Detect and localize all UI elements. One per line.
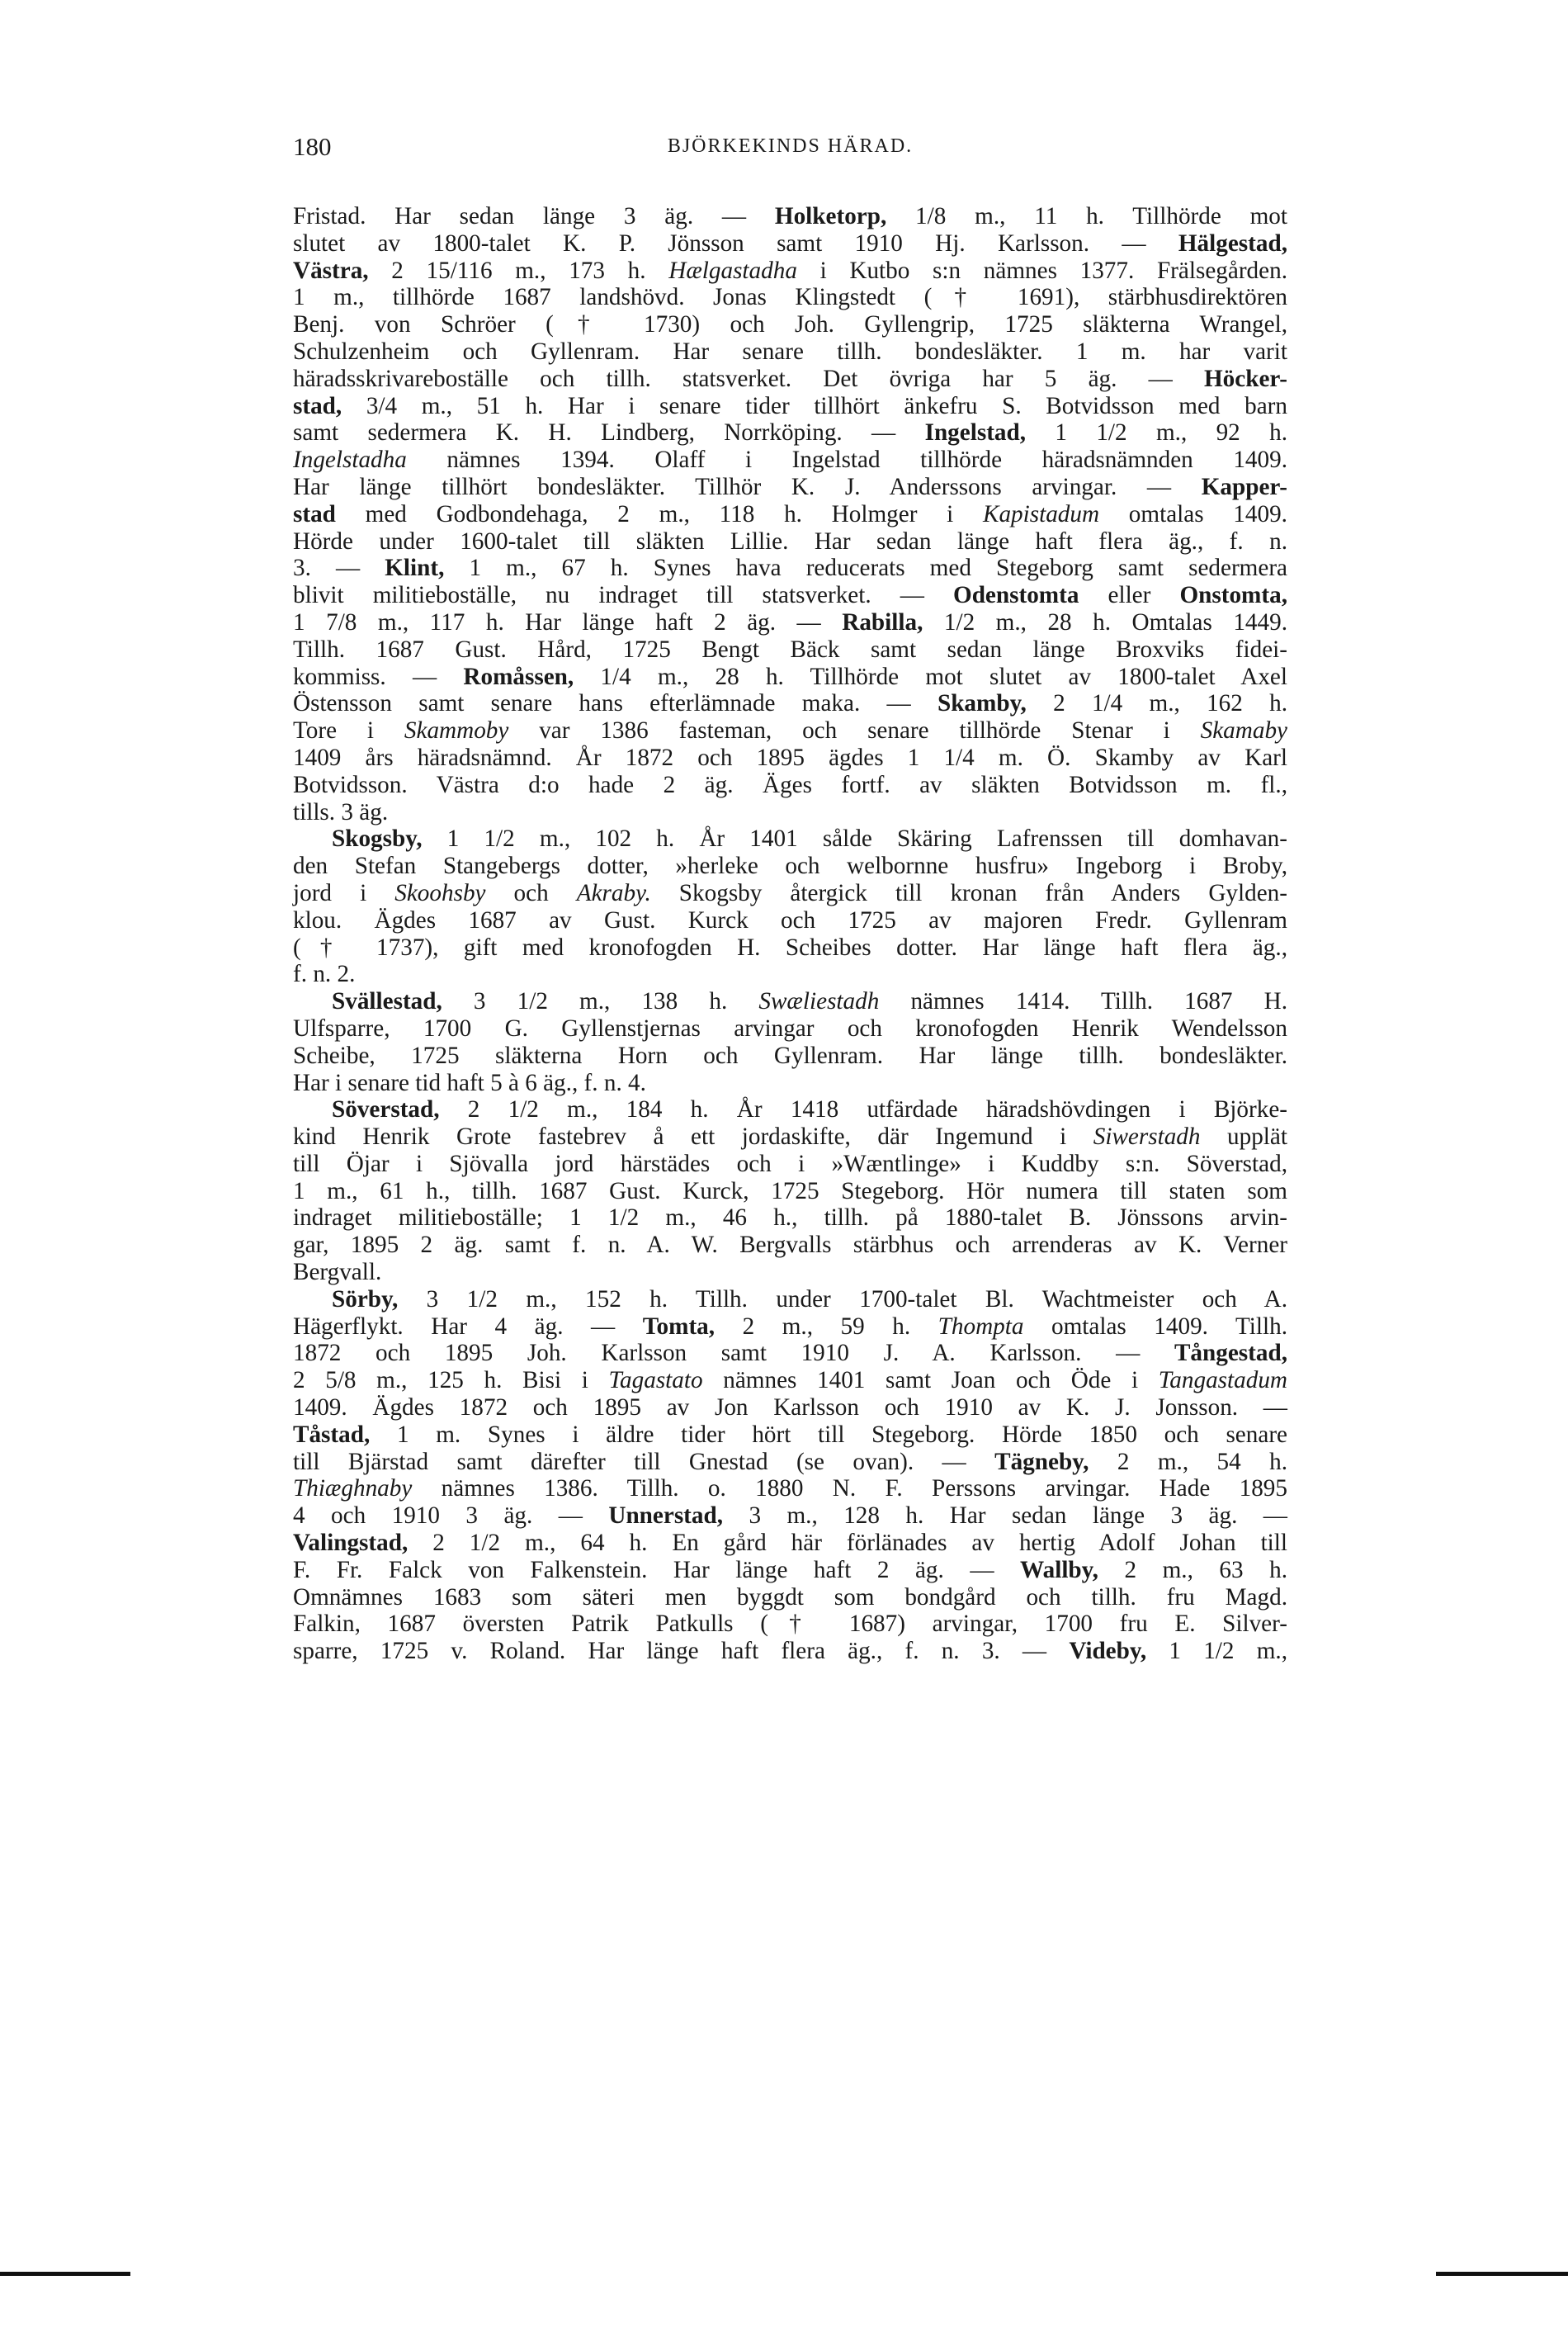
text-segment: kind Henrik Grote fastebrev å ett jordaskifte, där Ingemund i: [293, 1123, 1093, 1151]
place-name: Skamby,: [937, 690, 1027, 717]
text-segment: eller: [1079, 582, 1180, 609]
text-line: [293, 1611, 1287, 1638]
text-segment: Scheibe, 1725 släkterna Horn och Gyllenram. Har länge tillh. bondesläkter.: [293, 1042, 1287, 1069]
text-segment: 1 m., 61 h., tillh. 1687 Gust. Kurck, 1725 Stegeborg. Hör numera till staten som: [293, 1177, 1287, 1204]
text-line: [293, 961, 1287, 988]
text-line: [293, 1015, 1287, 1043]
historical-spelling: Tagastato: [608, 1367, 703, 1394]
text-segment: 1409. Ägdes 1872 och 1895 av Jon Karlsson och 1910 av K. J. Jonsson. —: [293, 1394, 1287, 1421]
text-line: [293, 1123, 1287, 1151]
place-name: Tägneby,: [994, 1448, 1089, 1475]
text-segment: Omnämnes 1683 som säteri men byggdt som bondgård och tillh. fru Magd.: [293, 1583, 1287, 1611]
body-text: [293, 203, 1287, 1665]
text-segment: Bergvall.: [293, 1259, 382, 1286]
place-name: Romåssen,: [463, 663, 574, 690]
text-line: [293, 1557, 1287, 1584]
place-name: Tångestad,: [1174, 1340, 1287, 1367]
place-name: Tåstad,: [293, 1421, 371, 1448]
text-segment: F. Fr. Falck von Falkenstein. Har länge haft 2 äg. —: [293, 1556, 1021, 1583]
text-segment: 2 1/4 m., 162 h.: [1026, 690, 1287, 717]
place-name: Svällestad,: [332, 988, 442, 1015]
place-name: Rabilla,: [842, 608, 923, 636]
text-segment: Hörde under 1600-talet till släkten Lillie. Har sedan länge haft flera äg., f. n.: [293, 527, 1287, 555]
text-segment: Ulfsparre, 1700 G. Gyllenstjernas arvingar och kronofogden Henrik Wendelsson: [293, 1015, 1287, 1042]
text-line: [293, 474, 1287, 501]
text-segment: 2 m., 54 h.: [1089, 1448, 1287, 1475]
text-segment: 2 1/2 m., 64 h. En gård här förlänades av hertig Adolf Johan till: [408, 1530, 1287, 1557]
text-segment: nämnes 1386. Tillh. o. 1880 N. F. Perssons arvingar. Hade 1895: [412, 1475, 1287, 1502]
text-segment: Tore i: [293, 717, 404, 745]
place-name: Onstomta,: [1179, 582, 1287, 609]
text-segment: den Stefan Stangebergs dotter, »herleke och welbornne husfru» Ingeborg i Broby,: [293, 853, 1287, 880]
text-segment: till Öjar i Sjövalla jord härstädes och i »Wæntlinge» i Kuddby s:n. Söverstad,: [293, 1150, 1287, 1177]
historical-spelling: Swæliestadh: [758, 988, 880, 1015]
text-line: [293, 230, 1287, 258]
text-segment: Botvidsson. Västra d:o hade 2 äg. Äges fortf. av släkten Botvidsson m. fl.,: [293, 771, 1287, 798]
text-segment: till Bjärstad samt därefter till Gnestad (se ovan). —: [293, 1448, 995, 1475]
text-line: [293, 1367, 1287, 1394]
text-segment: gar, 1895 2 äg. samt f. n. A. W. Bergvalls stärbhus och arrenderas av K. Verner: [293, 1232, 1287, 1259]
text-segment: tills. 3 äg.: [293, 798, 389, 825]
place-name: Kapper-: [1201, 473, 1287, 500]
text-segment: Hägerflykt. Har 4 äg. —: [293, 1313, 643, 1340]
text-segment: 1/2 m., 28 h. Omtalas 1449.: [923, 608, 1287, 636]
historical-spelling: Thiæghnaby: [293, 1475, 413, 1502]
place-name: Söverstad,: [332, 1096, 440, 1123]
place-name: Unnerstad,: [608, 1502, 724, 1530]
text-line: [293, 1449, 1287, 1476]
bottom-right-rule: [1436, 2272, 1568, 2276]
historical-spelling: Ingelstadha: [293, 447, 407, 474]
text-segment: 3. —: [293, 555, 385, 582]
text-segment: i Kutbo s:n nämnes 1377. Frälsegården.: [796, 257, 1287, 284]
text-segment: sparre, 1725 v. Roland. Har länge haft flera äg., f. n. 3. —: [293, 1638, 1070, 1665]
place-name: Klint,: [385, 555, 445, 582]
place-name: Hälgestad,: [1178, 229, 1287, 257]
text-line: [293, 636, 1287, 664]
text-line: [293, 1178, 1287, 1205]
text-line: [293, 799, 1287, 826]
place-name: Holketorp,: [774, 203, 887, 229]
text-line: [293, 338, 1287, 366]
text-segment: 1 m., tillhörde 1687 landshövd. Jonas Klingstedt († 1691), stärbhusdirektören: [293, 284, 1287, 311]
place-name: Västra,: [293, 257, 369, 284]
text-segment: 2 m., 59 h.: [715, 1313, 938, 1340]
text-segment: nämnes 1414. Tillh. 1687 H.: [879, 988, 1287, 1015]
text-line: [293, 1421, 1287, 1449]
text-segment: slutet av 1800-talet K. P. Jönsson samt 1910 Hj. Karlsson. —: [293, 229, 1178, 257]
place-name: Tomta,: [642, 1313, 716, 1340]
historical-spelling: Siwerstadh: [1093, 1123, 1201, 1151]
text-segment: häradsskrivareboställe och tillh. statsverket. Det övriga har 5 äg. —: [293, 365, 1204, 392]
text-line: [293, 745, 1287, 772]
text-line: [293, 555, 1287, 582]
text-line: [293, 1394, 1287, 1421]
text-segment: indraget militieboställe; 1 1/2 m., 46 h., tillh. på 1880-talet B. Jönssons arvin-: [293, 1204, 1287, 1232]
place-name: stad,: [293, 392, 342, 419]
text-line: [293, 419, 1287, 447]
text-line: [293, 988, 1287, 1015]
text-line: [293, 582, 1287, 609]
text-segment: Östensson samt senare hans efterlämnade maka. —: [293, 690, 937, 717]
historical-spelling: Kapistadum: [982, 500, 1100, 527]
text-line: [293, 825, 1287, 853]
text-line: [293, 366, 1287, 393]
text-segment: 1 1/2 m., 102 h. År 1401 sålde Skäring Lafrenssen till domhavan-: [422, 825, 1287, 853]
historical-spelling: Skamaby: [1200, 717, 1287, 745]
text-segment: upplät: [1200, 1123, 1287, 1151]
text-segment: omtalas 1409.: [1099, 500, 1287, 527]
historical-spelling: Tangastadum: [1158, 1367, 1287, 1394]
text-line: [293, 203, 1287, 230]
text-line: [293, 717, 1287, 745]
text-line: [293, 1530, 1287, 1557]
place-name: Valingstad,: [293, 1530, 409, 1557]
text-line: [293, 934, 1287, 962]
text-segment: Tillh. 1687 Gust. Hård, 1725 Bengt Bäck samt sedan länge Broxviks fidei-: [293, 636, 1287, 663]
text-line: [293, 772, 1287, 799]
page-number: 180: [293, 132, 332, 161]
text-segment: Har i senare tid haft 5 à 6 äg., f. n. 4.: [293, 1069, 646, 1096]
text-line: [293, 907, 1287, 934]
text-segment: 1/4 m., 28 h. Tillhörde mot slutet av 1800-talet Axel: [574, 663, 1287, 690]
text-line: [293, 1096, 1287, 1123]
place-name: Skogsby,: [332, 825, 423, 853]
text-segment: blivit militieboställe, nu indraget till statsverket. —: [293, 582, 953, 609]
text-line: [293, 664, 1287, 691]
text-line: [293, 1043, 1287, 1070]
text-line: [293, 501, 1287, 528]
text-segment: Falkin, 1687 översten Patrik Patkulls († 1687) arvingar, 1700 fru E. Silver-: [293, 1611, 1287, 1638]
text-segment: jord i: [293, 879, 395, 906]
bottom-left-rule: [0, 2272, 130, 2276]
text-line: [293, 1259, 1287, 1286]
text-line: [293, 284, 1287, 311]
text-segment: med Godbondehaga, 2 m., 118 h. Holmger i: [335, 500, 983, 527]
text-segment: nämnes 1394. Olaff i Ingelstad tillhörde häradsnämnden 1409.: [406, 447, 1287, 474]
place-name: Videby,: [1069, 1638, 1147, 1665]
historical-spelling: Hælgastadha: [668, 257, 797, 284]
text-segment: 1 7/8 m., 117 h. Har länge haft 2 äg. —: [293, 608, 843, 636]
text-segment: 2 5/8 m., 125 h. Bisi i: [293, 1367, 609, 1394]
text-segment: 1 m., 67 h. Synes hava reducerats med Stegeborg samt sedermera: [444, 555, 1288, 582]
text-line: [293, 880, 1287, 907]
text-line: [293, 311, 1287, 338]
text-line: [293, 1638, 1287, 1665]
text-segment: samt sedermera K. H. Lindberg, Norrköping. —: [293, 419, 925, 447]
text-segment: Har länge tillhört bondesläkter. Tillhör K. J. Anderssons arvingar. —: [293, 473, 1202, 500]
page-header: [293, 132, 1287, 173]
place-name: Odenstomta: [953, 582, 1079, 609]
text-segment: 4 och 1910 3 äg. —: [293, 1502, 609, 1530]
text-segment: 2 15/116 m., 173 h.: [368, 257, 669, 284]
text-segment: 1/8 m., 11 h. Tillhörde mot: [886, 203, 1287, 229]
text-segment: 3/4 m., 51 h. Har i senare tider tillhört änkefru S. Botvidsson med barn: [342, 392, 1287, 419]
text-segment: och: [485, 879, 577, 906]
text-line: [293, 528, 1287, 556]
running-head: BJÖRKEKINDS HÄRAD.: [667, 135, 914, 157]
place-name: Sörby,: [332, 1285, 399, 1313]
text-line: [293, 690, 1287, 717]
text-line: [293, 853, 1287, 880]
historical-spelling: Thompta: [937, 1313, 1024, 1340]
place-name: stad: [293, 500, 336, 527]
text-segment: 1872 och 1895 Joh. Karlsson samt 1910 J. A. Karlsson. —: [293, 1340, 1174, 1367]
text-segment: var 1386 fasteman, och senare tillhörde Stenar i: [508, 717, 1201, 745]
text-line: [293, 1584, 1287, 1611]
text-segment: Fristad. Har sedan länge 3 äg. —: [293, 203, 775, 229]
text-segment: 2 m., 63 h.: [1098, 1556, 1288, 1583]
text-segment: nämnes 1401 samt Joan och Öde i: [702, 1367, 1159, 1394]
text-segment: omtalas 1409. Tillh.: [1023, 1313, 1288, 1340]
text-line: [293, 1070, 1287, 1097]
text-segment: 2 1/2 m., 184 h. År 1418 utfärdade häradshövdingen i Björke-: [439, 1096, 1287, 1123]
text-line: [293, 1340, 1287, 1367]
text-line: [293, 1313, 1287, 1341]
historical-spelling: Skoohsby: [394, 879, 486, 906]
text-segment: 3 1/2 m., 138 h.: [442, 988, 759, 1015]
text-line: [293, 1286, 1287, 1313]
text-line: [293, 1475, 1287, 1502]
text-segment: f. n. 2.: [293, 961, 356, 988]
text-line: [293, 1502, 1287, 1530]
historical-spelling: Akraby.: [576, 879, 651, 906]
text-segment: 1 1/2 m., 92 h.: [1026, 419, 1287, 447]
text-segment: klou. Ägdes 1687 av Gust. Kurck och 1725 av majoren Fredr. Gyllenram: [293, 906, 1287, 934]
text-line: [293, 1151, 1287, 1178]
text-segment: 1409 års häradsnämnd. År 1872 och 1895 ägdes 1 1/4 m. Ö. Skamby av Karl: [293, 744, 1287, 771]
text-line: [293, 609, 1287, 636]
text-segment: Schulzenheim och Gyllenram. Har senare tillh. bondesläkter. 1 m. har varit: [293, 338, 1287, 365]
place-name: Höcker-: [1203, 365, 1287, 392]
text-segment: 3 m., 128 h. Har sedan länge 3 äg. —: [723, 1502, 1287, 1530]
text-line: [293, 258, 1287, 285]
text-segment: 3 1/2 m., 152 h. Tillh. under 1700-talet Bl. Wachtmeister och A.: [398, 1285, 1287, 1313]
place-name: Ingelstad,: [924, 419, 1027, 447]
text-segment: 1 1/2 m.,: [1146, 1638, 1287, 1665]
text-segment: Benj. von Schröer († 1730) och Joh. Gyllengrip, 1725 släkterna Wrangel,: [293, 311, 1287, 338]
text-line: [293, 1232, 1287, 1259]
text-segment: Skogsby återgick till kronan från Anders Gylden-: [650, 879, 1287, 906]
historical-spelling: Skammoby: [404, 717, 509, 745]
text-segment: 1 m. Synes i äldre tider hört till Stegeborg. Hörde 1850 och senare: [370, 1421, 1287, 1448]
text-line: [293, 1204, 1287, 1232]
text-line: [293, 447, 1287, 474]
text-segment: kommiss. —: [293, 663, 464, 690]
place-name: Wallby,: [1020, 1556, 1098, 1583]
text-line: [293, 393, 1287, 420]
text-segment: († 1737), gift med kronofogden H. Scheibes dotter. Har länge haft flera äg.,: [293, 934, 1287, 961]
